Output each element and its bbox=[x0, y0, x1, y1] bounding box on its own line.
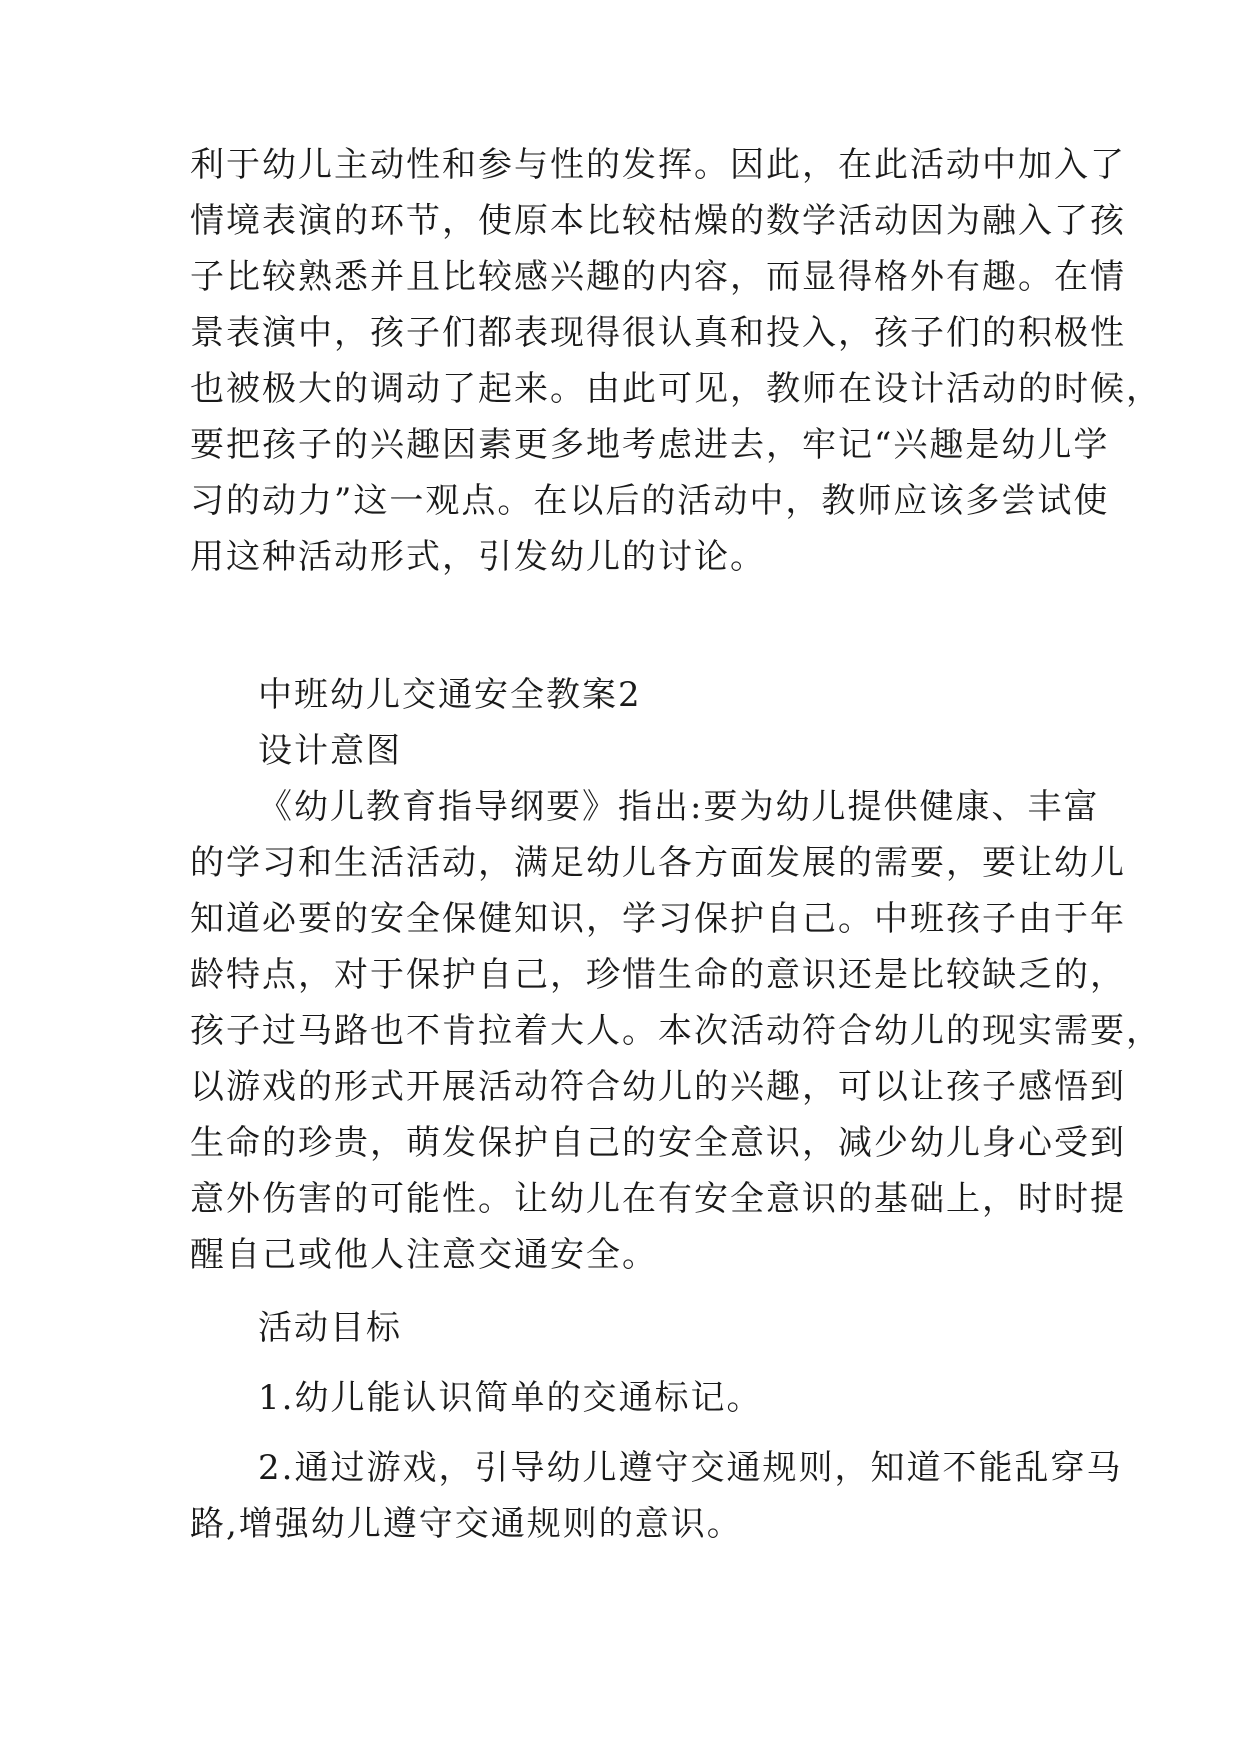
section-heading-goals: 活动目标 bbox=[258, 1308, 402, 1348]
paragraph-line: 的学习和生活活动，满足幼儿各方面发展的需要，要让幼儿 bbox=[190, 843, 1126, 883]
paragraph-line: 子比较熟悉并且比较感兴趣的内容，而显得格外有趣。在情 bbox=[190, 257, 1126, 297]
paragraph-line: 习的动力”这一观点。在以后的活动中，教师应该多尝试使 bbox=[190, 481, 1110, 521]
paragraph-line: 意外伤害的可能性。让幼儿在有安全意识的基础上，时时提 bbox=[190, 1179, 1126, 1219]
paragraph-line: 利于幼儿主动性和参与性的发挥。因此，在此活动中加入了 bbox=[190, 145, 1126, 185]
paragraph-line: 也被极大的调动了起来。由此可见，教师在设计活动的时候， bbox=[190, 369, 1162, 409]
paragraph-line: 龄特点，对于保护自己，珍惜生命的意识还是比较缺乏的， bbox=[190, 955, 1126, 995]
paragraph-line: 醒自己或他人注意交通安全。 bbox=[190, 1235, 658, 1275]
goal-item: 1.幼儿能认识简单的交通标记。 bbox=[258, 1378, 763, 1418]
paragraph-line: 情境表演的环节，使原本比较枯燥的数学活动因为融入了孩 bbox=[190, 201, 1126, 241]
paragraph-line: 要把孩子的兴趣因素更多地考虑进去，牢记“兴趣是幼儿学 bbox=[190, 425, 1110, 465]
goal-item-continuation: 路,增强幼儿遵守交通规则的意识。 bbox=[190, 1504, 743, 1544]
section-title: 中班幼儿交通安全教案2 bbox=[258, 675, 642, 715]
paragraph-line: 孩子过马路也不肯拉着大人。本次活动符合幼儿的现实需要， bbox=[190, 1011, 1162, 1051]
paragraph-line: 《幼儿教育指导纲要》指出:要为幼儿提供健康、丰富 bbox=[258, 787, 1100, 827]
paragraph-line: 景表演中，孩子们都表现得很认真和投入，孩子们的积极性 bbox=[190, 313, 1126, 353]
section-heading-design: 设计意图 bbox=[258, 731, 402, 771]
paragraph-line: 用这种活动形式，引发幼儿的讨论。 bbox=[190, 537, 766, 577]
paragraph-line: 生命的珍贵，萌发保护自己的安全意识，减少幼儿身心受到 bbox=[190, 1123, 1126, 1163]
paragraph-line: 以游戏的形式开展活动符合幼儿的兴趣，可以让孩子感悟到 bbox=[190, 1067, 1126, 1107]
paragraph-line: 知道必要的安全保健知识，学习保护自己。中班孩子由于年 bbox=[190, 899, 1126, 939]
goal-item: 2.通过游戏，引导幼儿遵守交通规则，知道不能乱穿马 bbox=[258, 1448, 1123, 1488]
